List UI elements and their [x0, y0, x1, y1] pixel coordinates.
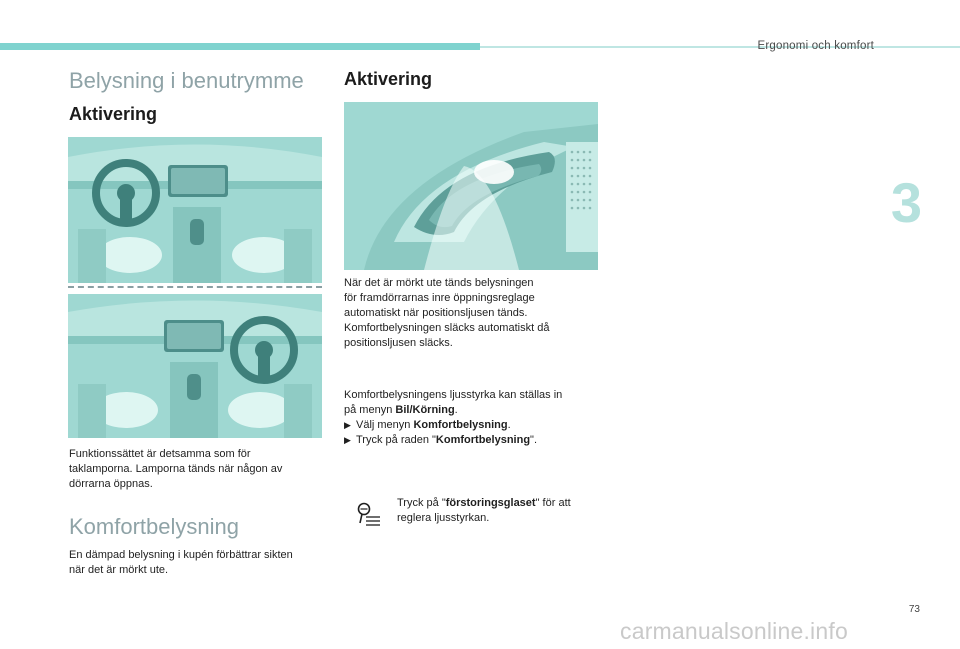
menu-path-period: .	[454, 404, 458, 416]
header-accent-line	[480, 46, 960, 48]
step-2-suffix: ".	[530, 434, 538, 446]
note-suffix: " för att	[535, 497, 571, 509]
note-text	[397, 496, 617, 526]
dashboard-illustration-lhd	[68, 137, 322, 283]
step-1-suffix: .	[507, 419, 511, 431]
right-paragraph-1	[344, 276, 614, 351]
note-line-2: reglera ljusstyrkan.	[397, 512, 490, 524]
note-magnifier-term: förstoringsglaset	[445, 497, 536, 509]
right-paragraph-1-line-2: för framdörrarnas inre öppningsreglage	[344, 292, 535, 304]
step-2	[344, 433, 614, 448]
page-number: 73	[908, 604, 920, 615]
dashboard-illustration-rhd	[68, 294, 322, 438]
step-1-menu-name: Komfortbelysning	[413, 419, 508, 431]
right-paragraph-1-line-1: När det är mörkt ute tänds belysningen	[344, 277, 534, 289]
right-paragraph-2	[344, 388, 614, 448]
comfort-description	[69, 548, 339, 578]
header-accent-bar	[0, 43, 480, 50]
step-2-row-name: Komfortbelysning	[435, 434, 531, 446]
right-paragraph-2-line-1: Komfortbelysningens ljusstyrka kan ställas in	[344, 389, 563, 401]
left-description-line-2: taklamporna. Lamporna tänds när någon av	[69, 463, 283, 475]
right-subtitle: Aktivering	[344, 69, 433, 89]
arrow-right-icon: ▶	[344, 420, 351, 430]
watermark: carmanualsonline.info	[620, 618, 848, 644]
step-2-text: Tryck på raden "	[356, 434, 436, 446]
comfort-description-line-2: när det är mörkt ute.	[69, 564, 169, 576]
left-description-line-3: dörrarna öppnas.	[69, 478, 153, 490]
menu-path-bil: Bil	[395, 404, 410, 416]
dashboard-rhd-drawing	[68, 294, 322, 438]
magnifier-icon	[357, 502, 381, 528]
page-title: Belysning i benutrymme	[69, 68, 304, 93]
menu-path-korning: Körning	[412, 404, 455, 416]
left-description	[69, 447, 329, 492]
step-1-text: Välj menyn	[356, 419, 414, 431]
door-handle-illustration	[344, 102, 598, 270]
right-paragraph-1-line-4: Komfortbelysningen släcks automatiskt då	[344, 322, 550, 334]
menu-path-separator: /	[409, 404, 413, 416]
dashboard-lhd-drawing	[68, 137, 322, 283]
arrow-right-icon: ▶	[344, 435, 351, 445]
left-subtitle: Aktivering	[69, 104, 158, 124]
right-paragraph-1-line-5: positionsljusen släcks.	[344, 337, 453, 349]
right-paragraph-2-line-2	[344, 403, 614, 418]
menu-intro: på menyn	[344, 404, 396, 416]
left-description-line-1: Funktionssättet är detsamma som för	[69, 448, 251, 460]
image-divider	[68, 286, 322, 288]
comfort-title: Komfortbelysning	[69, 514, 239, 539]
note-prefix: Tryck på "	[397, 497, 446, 509]
section-label: Ergonomi och komfort	[757, 40, 874, 52]
right-paragraph-1-line-3: automatiskt när positionsljusen tänds.	[344, 307, 528, 319]
note-line-1	[397, 496, 617, 511]
step-1	[344, 418, 614, 433]
chapter-number: 3	[890, 171, 922, 234]
door-handle-drawing	[344, 102, 598, 270]
comfort-description-line-1: En dämpad belysning i kupén förbättrar sikten	[69, 549, 293, 561]
